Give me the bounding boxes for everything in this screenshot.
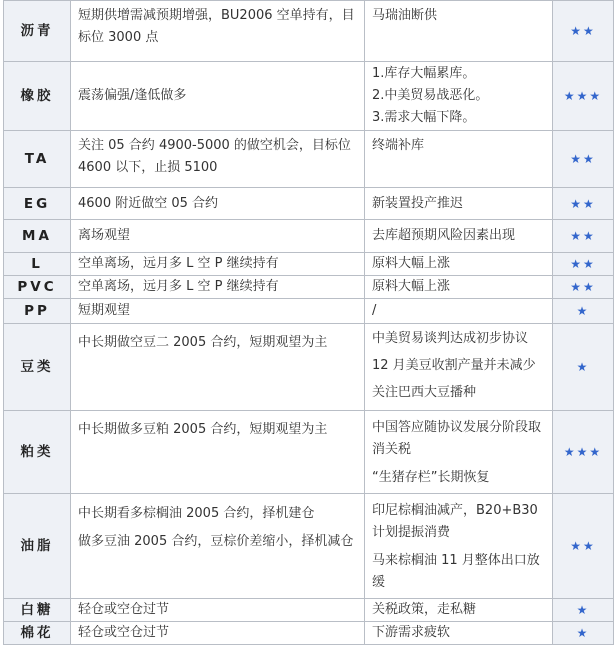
strategy-cell: [71, 188, 365, 220]
strategy-text: 中长期做空豆二 2005 合约，短期观望为主: [78, 335, 328, 350]
strategy-cell: [71, 1, 365, 62]
commodity-name: 粕类: [4, 411, 71, 494]
reason-text: 新装置投产推迟: [372, 195, 464, 211]
strategy-text: 关注 05 合约 4900-5000 的做空机会，目标位 4600 以下，止损 5100: [78, 138, 351, 175]
table-row: [4, 253, 614, 276]
table-row: [4, 494, 614, 599]
strategy-cell: [71, 411, 365, 494]
reason-text: 去库超预期风险因素出现: [372, 228, 516, 243]
reason-text: 中美贸易谈判达成初步协议: [372, 331, 529, 346]
reason-text: 1.库存大幅累库。: [372, 66, 476, 81]
commodity-name: TA: [4, 131, 71, 188]
reason-cell: [365, 253, 553, 276]
reason-text: 关税政策，走私糖: [372, 602, 477, 617]
reason-text: 中国答应随协议发展分阶段取消关税: [372, 420, 542, 457]
commodity-name: PP: [4, 299, 71, 324]
reason-text: 原料大幅上涨: [372, 279, 451, 294]
rating-stars: ★★: [553, 253, 614, 276]
strategy-cell: [71, 299, 365, 324]
strategy-cell: [71, 253, 365, 276]
commodity-name: 豆类: [4, 324, 71, 411]
reason-text: 印尼棕榈油减产，B20+B30 计划提振消费: [372, 503, 538, 540]
strategy-text: 中长期看多棕榈油 2005 合约，择机建仓: [78, 506, 315, 521]
strategy-cell: [71, 599, 365, 622]
strategy-cell: [71, 131, 365, 188]
table-row: [4, 324, 614, 411]
rating-stars: ★: [553, 299, 614, 324]
commodity-name: 油脂: [4, 494, 71, 599]
reason-text: 2.中美贸易战恶化。: [372, 88, 489, 103]
table-row: [4, 220, 614, 253]
reason-text: 终端补库: [372, 138, 425, 153]
reason-cell: [365, 411, 553, 494]
table-row: [4, 622, 614, 645]
rating-stars: ★★★: [553, 411, 614, 494]
strategy-text: 4600 附近做空 05 合约: [78, 195, 219, 211]
commodity-strategy-table: [3, 0, 614, 645]
reason-cell: [365, 622, 553, 645]
reason-cell: [365, 324, 553, 411]
reason-text: /: [372, 303, 377, 318]
table-row: [4, 411, 614, 494]
strategy-cell: [71, 324, 365, 411]
commodity-name: PVC: [4, 276, 71, 299]
commodity-name: EG: [4, 188, 71, 220]
reason-text: 12 月美豆收割产量并未减少: [372, 358, 536, 373]
reason-text: 马来棕榈油 11 月整体出口放缓: [372, 553, 540, 590]
table-row: [4, 299, 614, 324]
reason-cell: [365, 188, 553, 220]
strategy-text: 轻仓或空仓过节: [78, 602, 170, 617]
table-row: [4, 62, 614, 131]
strategy-text: 短期观望: [78, 303, 131, 318]
strategy-cell: [71, 276, 365, 299]
reason-cell: [365, 1, 553, 62]
table-row: [4, 131, 614, 188]
strategy-text: 中长期做多豆粕 2005 合约，短期观望为主: [78, 422, 328, 437]
strategy-text: 空单离场，远月多 L 空 P 继续持有: [78, 279, 279, 294]
strategy-cell: [71, 62, 365, 131]
table-row: [4, 599, 614, 622]
strategy-cell: [71, 622, 365, 645]
commodity-name: MA: [4, 220, 71, 253]
rating-stars: ★★★: [553, 62, 614, 131]
commodity-name: 白糖: [4, 599, 71, 622]
rating-stars: ★: [553, 622, 614, 645]
reason-text: 关注巴西大豆播种: [372, 385, 477, 400]
commodity-name: L: [4, 253, 71, 276]
rating-stars: ★★: [553, 1, 614, 62]
rating-stars: ★★: [553, 220, 614, 253]
strategy-cell: [71, 494, 365, 599]
rating-stars: ★: [553, 324, 614, 411]
reason-text: 原料大幅上涨: [372, 256, 451, 271]
reason-text: 3.需求大幅下降。: [372, 110, 476, 125]
strategy-text: 离场观望: [78, 228, 131, 243]
strategy-text: 震荡偏强/逢低做多: [78, 88, 187, 103]
reason-cell: [365, 220, 553, 253]
reason-text: 下游需求疲软: [372, 625, 451, 640]
strategy-text: 轻仓或空仓过节: [78, 625, 170, 640]
strategy-text: 空单离场，远月多 L 空 P 继续持有: [78, 256, 279, 271]
rating-stars: ★: [553, 599, 614, 622]
commodity-name: 棉花: [4, 622, 71, 645]
strategy-text: 做多豆油 2005 合约，豆棕价差缩小，择机减仓: [78, 534, 354, 549]
reason-text: “生猪存栏”长期恢复: [372, 470, 490, 485]
table-row: [4, 188, 614, 220]
strategy-cell: [71, 220, 365, 253]
table-row: [4, 1, 614, 62]
reason-cell: [365, 599, 553, 622]
reason-cell: [365, 494, 553, 599]
rating-stars: ★★: [553, 494, 614, 599]
reason-cell: [365, 62, 553, 131]
strategy-text: 短期供增需减预期增强，BU2006 空单持有，目标位 3000 点: [78, 8, 355, 45]
table-row: [4, 276, 614, 299]
reason-cell: [365, 276, 553, 299]
rating-stars: ★★: [553, 276, 614, 299]
reason-text: 马瑞油断供: [372, 8, 438, 23]
rating-stars: ★★: [553, 131, 614, 188]
reason-cell: [365, 131, 553, 188]
commodity-name: 沥青: [4, 1, 71, 62]
rating-stars: ★★: [553, 188, 614, 220]
commodity-name: 橡胶: [4, 62, 71, 131]
reason-cell: [365, 299, 553, 324]
